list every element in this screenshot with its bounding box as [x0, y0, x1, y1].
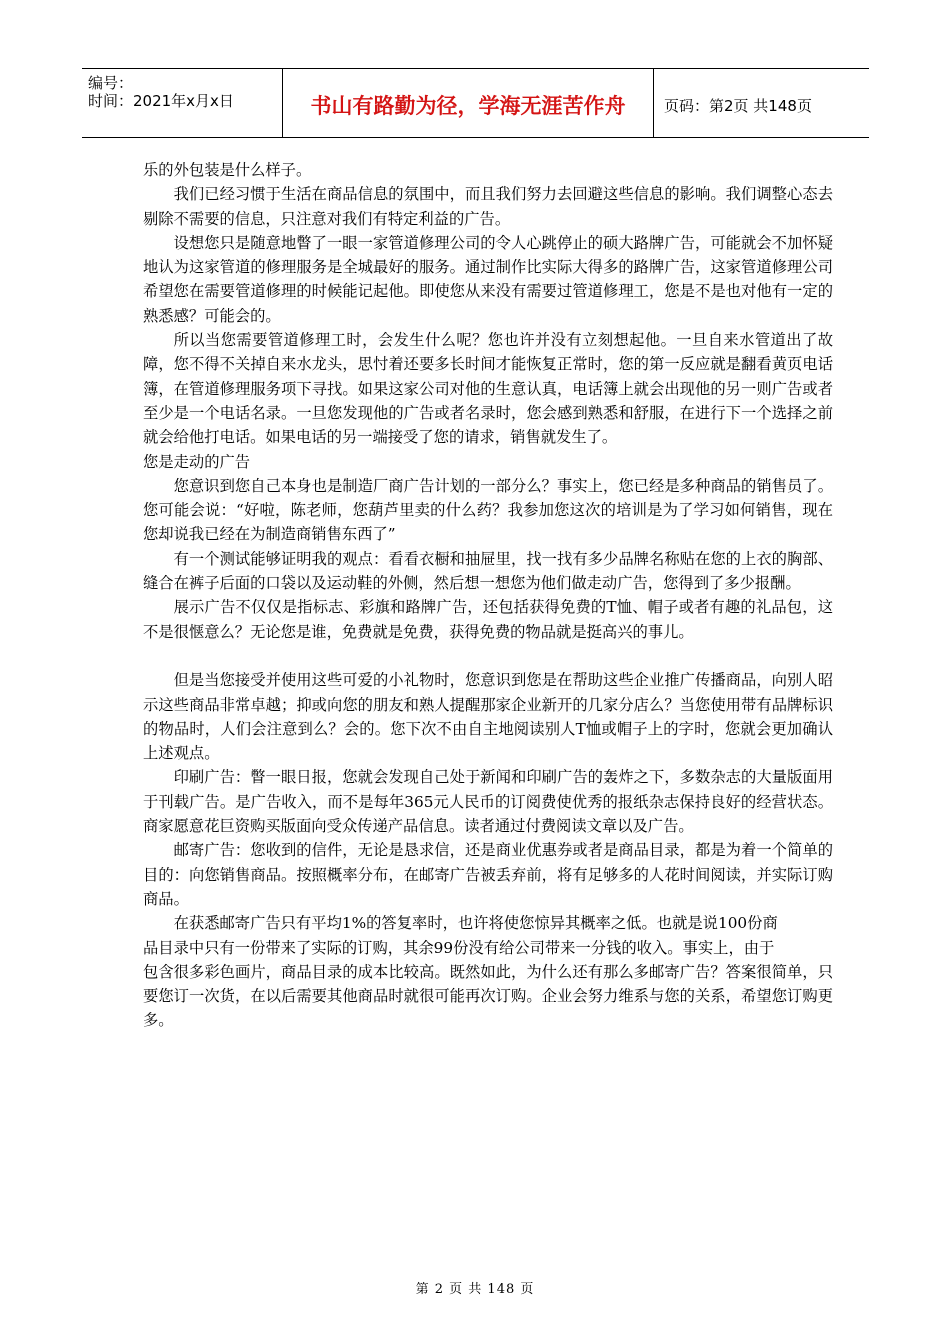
paragraph: 包含很多彩色画片，商品目录的成本比较高。既然如此，为什么还有那么多邮寄广告？答案很简单，只要您订一次货，在以后需要其他商品时就很可能再次订购。企业会努力维系与您的关系，希望您订购更多。 [143, 962, 833, 1030]
header-motto: 书山有路勤为径，学海无涯苦作舟 [282, 69, 654, 137]
paragraph: 您意识到您自己本身也是制造厂商广告计划的一部分么？事实上，您已经是多种商品的销售员了。您可能会说：“好啦，陈老师，您葫芦里卖的什么药？我参加您这次的培训是为了学习如何销售，现在您却说我已经在为制造商销售东西了” [143, 476, 833, 544]
paragraph: 但是当您接受并使用这些可爱的小礼物时，您意识到您是在帮助这些企业推广传播商品，向别人昭示这些商品非常卓越；抑或向您的朋友和熟人提醒那家企业新开的几家分店么？当您使用带有品牌标识的物品时，人们会注意到么？会的。您下次不由自主地阅读别人T恤或帽子上的字时，您就会更加确认上述观点。 [143, 671, 833, 763]
paragraph: 有一个测试能够证明我的观点：看看衣橱和抽屉里，找一找有多少品牌名称贴在您的上衣的胸部、缝合在裤子后面的口袋以及运动鞋的外侧，然后想一想您为他们做走动广告，您得到了多少报酬。 [143, 549, 833, 593]
document-number-label: 编号： [88, 74, 134, 92]
document-body [143, 158, 833, 1033]
paragraph: 品目录中只有一份带来了实际的订购，其余99份没有给公司带来一分钱的收入。事实上，由于 [143, 938, 775, 957]
blank-line [143, 644, 833, 668]
paragraph: 在获悉邮寄广告只有平均1%的答复率时，也许将使您惊异其概率之低。也就是说100份商 [173, 914, 778, 933]
page-header [82, 68, 869, 138]
paragraph: 印刷广告：瞥一眼日报，您就会发现自己处于新闻和印刷广告的轰炸之下，多数杂志的大量版面用于刊载广告。是广告收入，而不是每年365元人民币的订阅费使优秀的报纸杂志保持良好的经营状态。商家愿意花巨资购买版面向受众传递产品信息。读者通过付费阅读文章以及广告。 [143, 768, 833, 836]
paragraph: 展示广告不仅仅是指标志、彩旗和路牌广告，还包括获得免费的T恤、帽子或者有趣的礼品包，这不是很惬意么？无论您是谁，免费就是免费，获得免费的物品就是挺高兴的事儿。 [143, 598, 833, 641]
page-footer: 第 2 页 共 148 页 [415, 1282, 535, 1297]
header-meta [82, 69, 282, 137]
section-heading: 您是走动的广告 [143, 452, 251, 471]
paragraph: 所以当您需要管道修理工时，会发生什么呢？您也许并没有立刻想起他。一旦自来水管道出了故障，您不得不关掉自来水龙头，思忖着还要多长时间才能恢复正常时，您的第一反应就是翻看黄页电话簿，在管道修理服务项下寻找。如果这家公司对他的生意认真，电话簿上就会出现他的另一则广告或者至少是一个电话名录。一旦您发现他的广告或者名录时，您会感到熟悉和舒服，在进行下一个选择之前就会给他打电话。如果电话的另一端接受了您的请求，销售就发生了。 [143, 331, 833, 447]
paragraph: 我们已经习惯于生活在商品信息的氛围中，而且我们努力去回避这些信息的影响。我们调整心态去剔除不需要的信息，只注意对我们有特定利益的广告。 [143, 185, 833, 228]
paragraph: 邮寄广告：您收到的信件，无论是恳求信，还是商业优惠券或者是商品目录，都是为着一个简单的目的：向您销售商品。按照概率分布，在邮寄广告被丢弃前，将有足够多的人花时间阅读，并实际订购商品。 [143, 841, 833, 908]
document-date: 时间：2021年x月x日 [88, 92, 234, 110]
paragraph: 乐的外包装是什么样子。 [143, 161, 312, 179]
header-page-info: 页码：第2页 共148页 [664, 96, 812, 115]
paragraph: 设想您只是随意地瞥了一眼一家管道修理公司的令人心跳停止的硕大路牌广告，可能就会不加怀疑地认为这家管道的修理服务是全城最好的服务。通过制作比实际大得多的路牌广告，这家管道修理公司希望您在需要管道修理的时候能记起他。即使您从来没有需要过管道修理工，您是不是也对他有一定的熟悉感？可能会的。 [143, 233, 833, 325]
